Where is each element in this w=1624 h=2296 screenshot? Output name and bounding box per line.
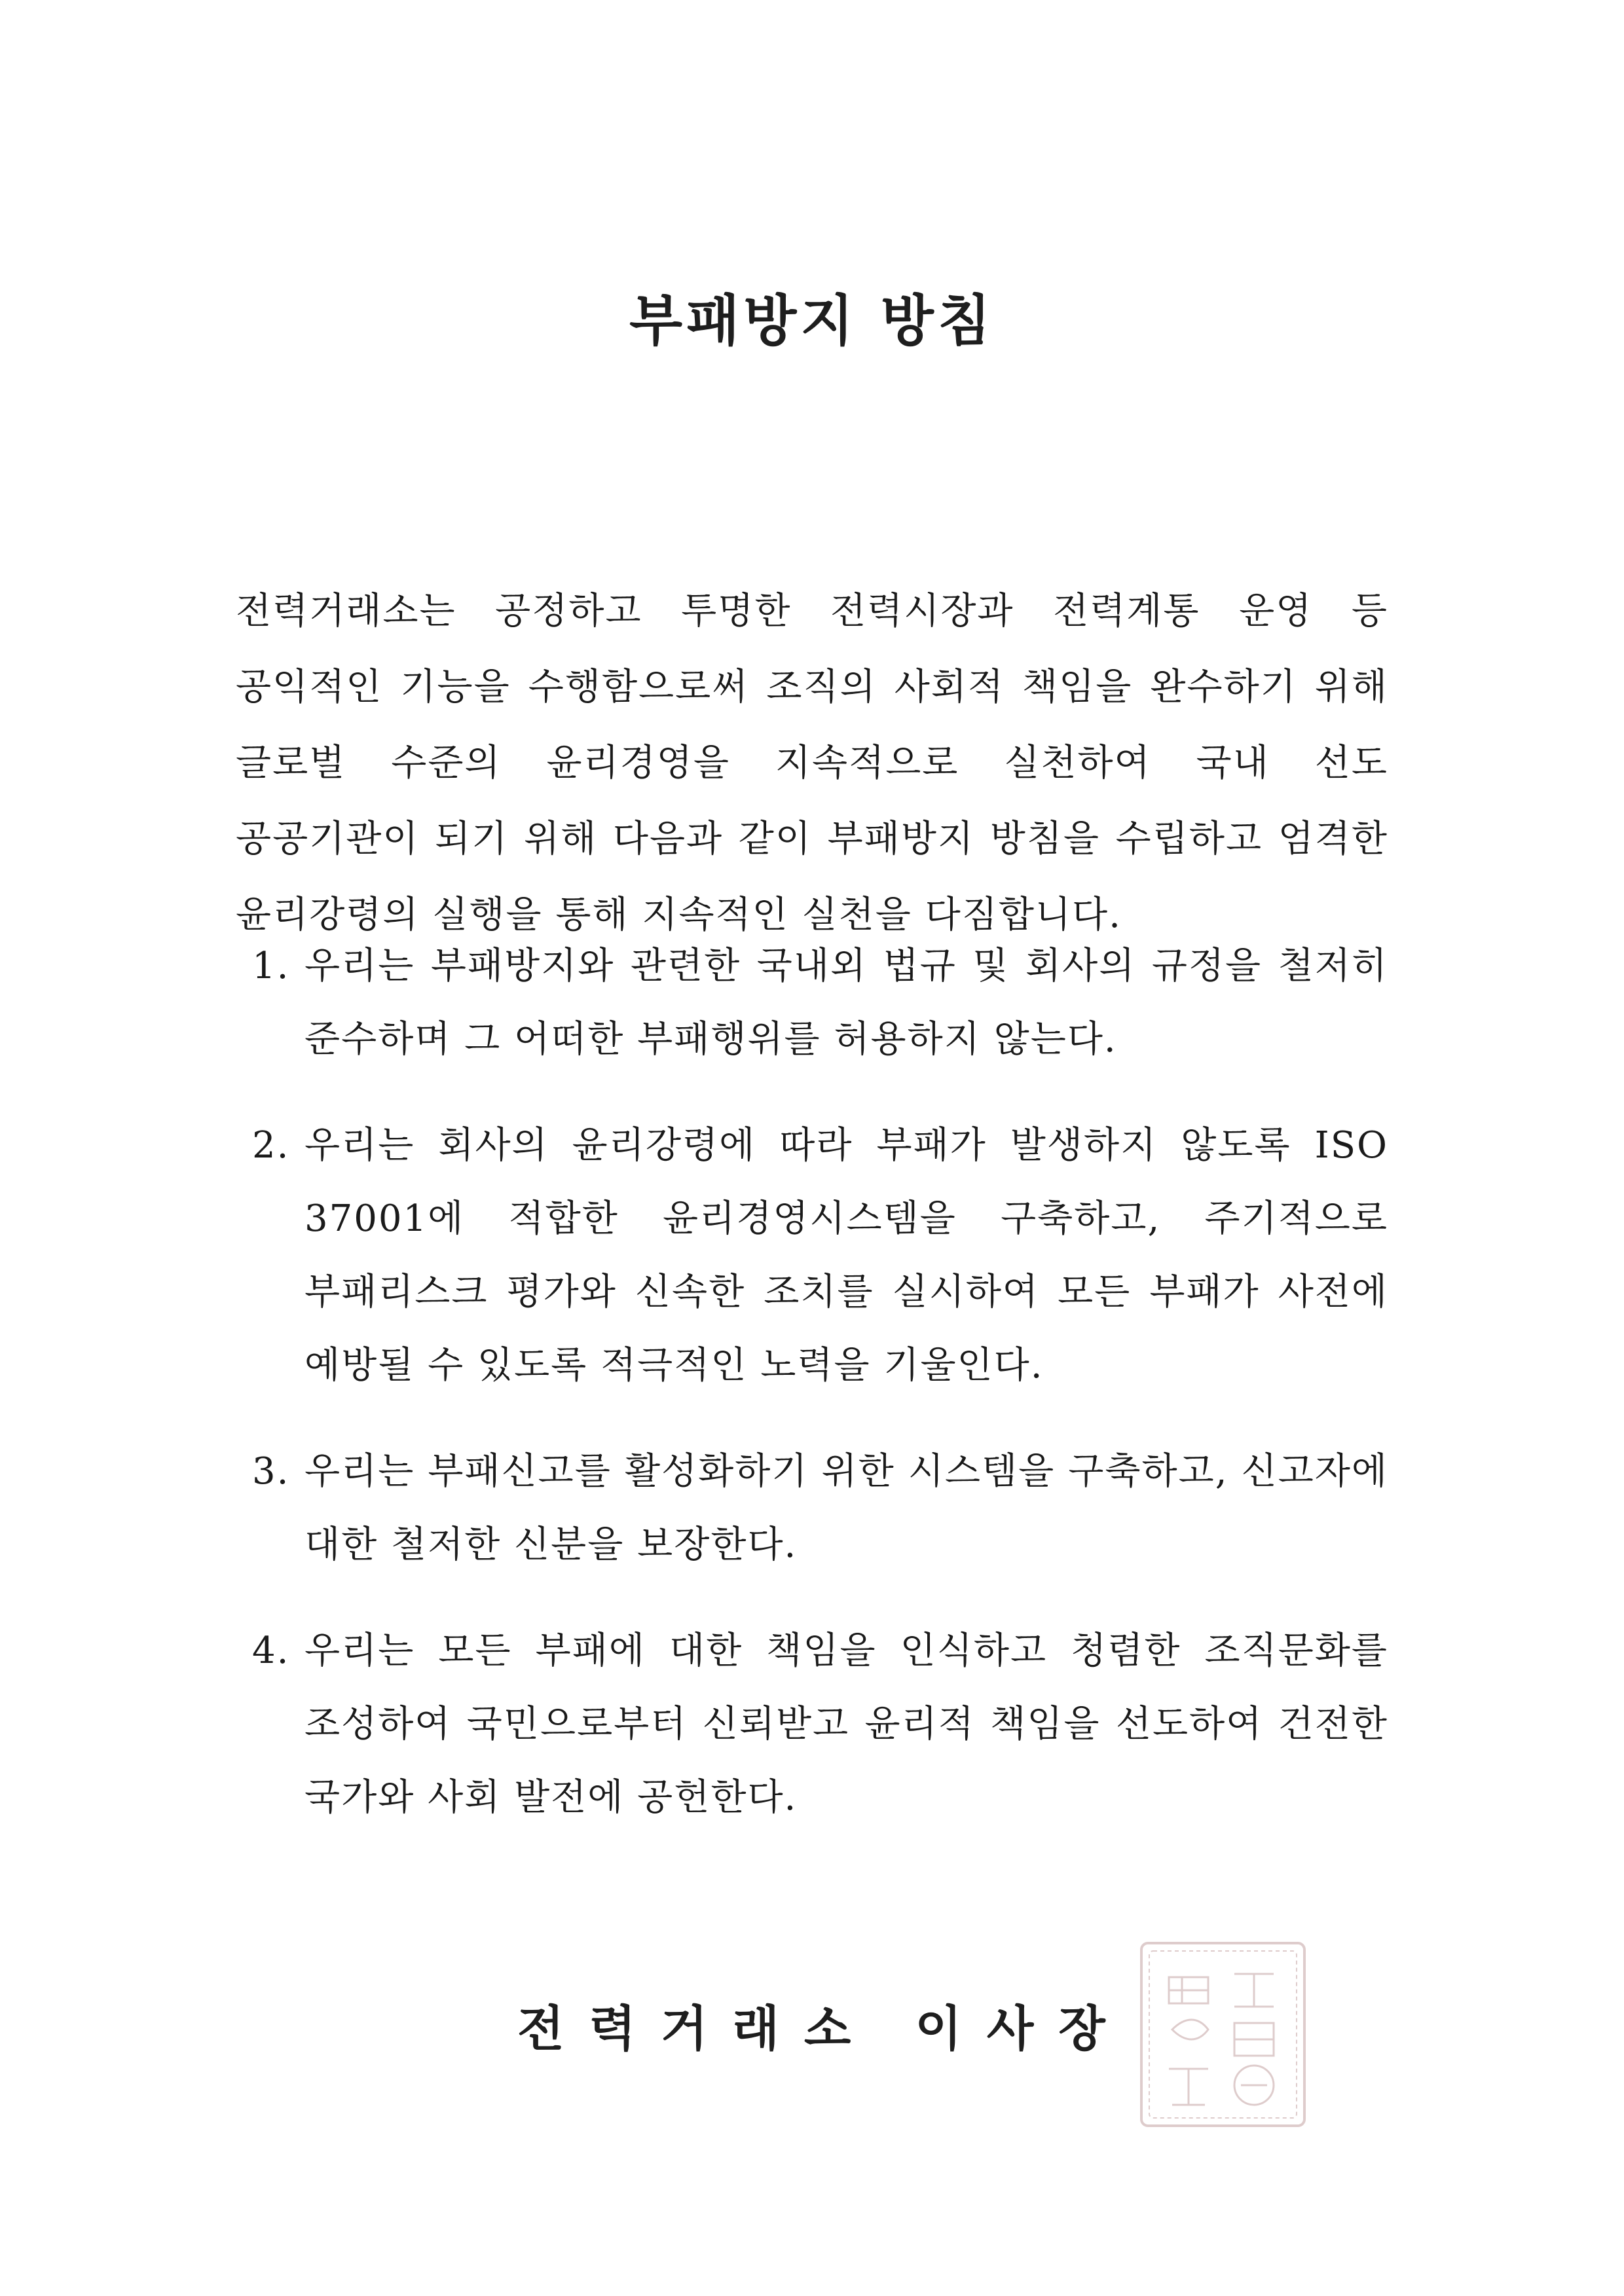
signature-line	[517, 1990, 1130, 2060]
policy-item-text: 우리는 부패방지와 관련한 국내외 법규 및 회사의 규정을 철저히 준수하며 그 어떠한 부패행위를 허용하지 않는다.	[304, 945, 1388, 1061]
policy-item-2	[252, 1109, 1388, 1402]
policy-item-1	[252, 930, 1388, 1076]
policy-item-4	[252, 1614, 1388, 1834]
signature-position: 이사장	[915, 2001, 1130, 2057]
policy-item-text: 우리는 부패신고를 활성화하기 위한 시스템을 구축하고, 신고자에 대한 철저한 신분을 보장한다.	[304, 1450, 1388, 1566]
official-seal-icon	[1136, 1938, 1310, 2131]
signature-organization: 전력거래소	[517, 2001, 876, 2057]
policy-item-number: 4.	[252, 1630, 290, 1672]
policy-item-text: 우리는 모든 부패에 대한 책임을 인식하고 청렴한 조직문화를 조성하여 국민으로부터 신뢰받고 윤리적 책임을 선도하여 건전한 국가와 사회 발전에 공헌한다.	[304, 1630, 1388, 1819]
intro-paragraph: 전력거래소는 공정하고 투명한 전력시장과 전력계통 운영 등 공익적인 기능을 수행함으로써 조직의 사회적 책임을 완수하기 위해 글로벌 수준의 윤리경영을 지속적으로 실천하여 국내 선도 공공기관이 되기 위해 다음과 같이 부패방지 방침을 수립하고 엄격한 윤리강령의 실행을 통해 지속적인 실천을 다짐합니다.	[236, 590, 1388, 936]
policy-item-text: 우리는 회사의 윤리강령에 따라 부패가 발생하지 않도록 ISO 37001에 적합한 윤리경영시스템을 구축하고, 주기적으로 부패리스크 평가와 신속한 조치를 실시하여 모든 부패가 사전에 예방될 수 있도록 적극적인 노력을 기울인다.	[304, 1124, 1388, 1387]
policy-list	[252, 930, 1388, 1867]
document-title: 부패방지 방침	[629, 289, 995, 353]
policy-item-number: 2.	[252, 1124, 290, 1167]
policy-item-3	[252, 1435, 1388, 1582]
policy-item-number: 1.	[252, 945, 290, 987]
policy-item-number: 3.	[252, 1450, 290, 1493]
